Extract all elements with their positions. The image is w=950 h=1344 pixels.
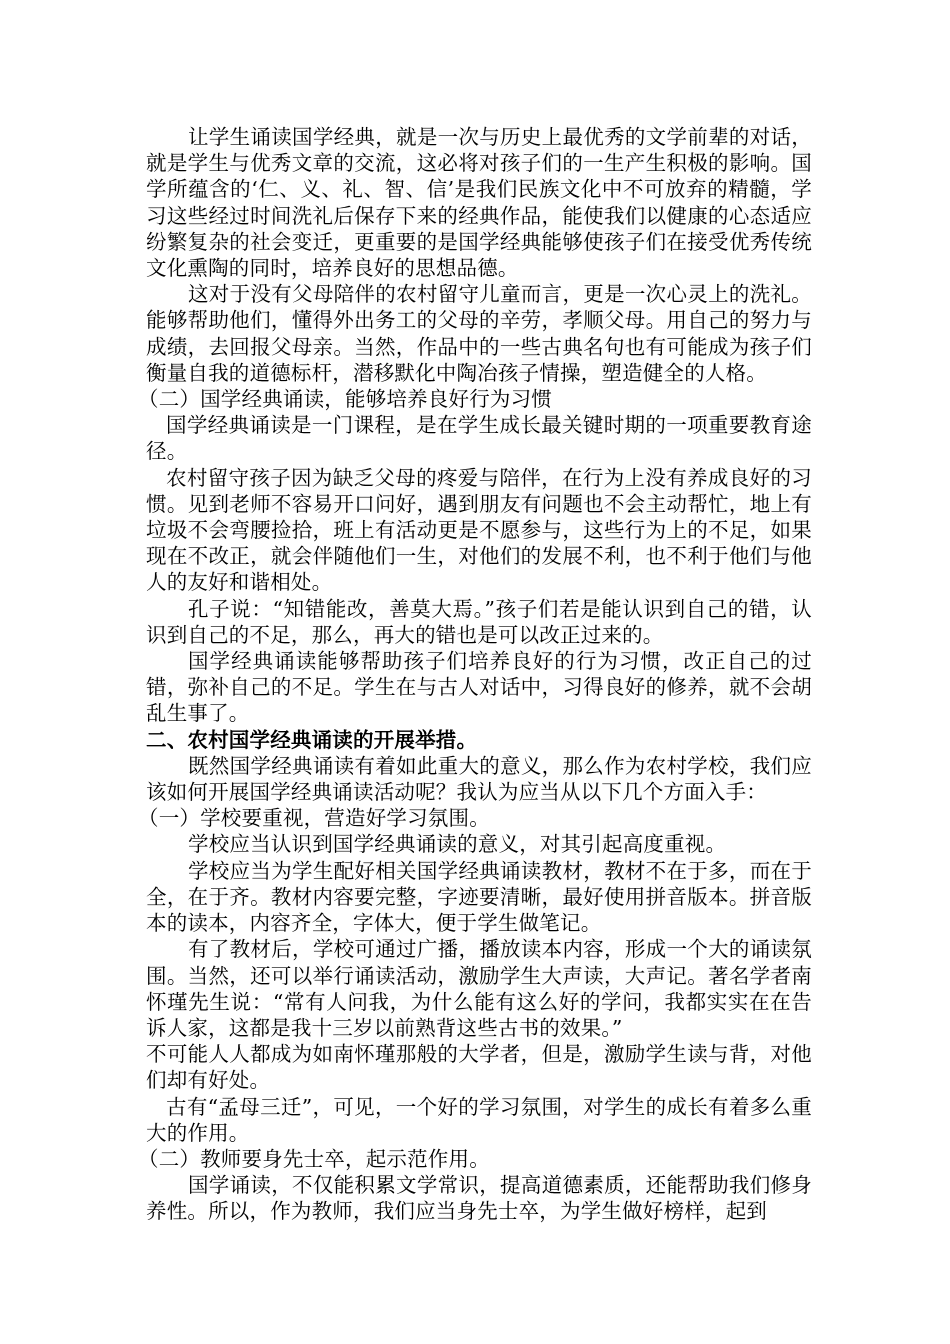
paragraph-mencius-mother: 古有“孟母三迁”，可见，一个好的学习氛围，对学生的成长有着多么重大的作用。 (146, 1094, 812, 1145)
paragraph-correct-mistakes: 国学经典诵读能够帮助孩子们培养良好的行为习惯，改正自己的过错，弥补自己的不足。学生在与古人对话中，习得良好的修养，就不会胡乱生事了。 (146, 649, 812, 726)
document-body (138, 124, 812, 1225)
paragraph-confucius-quote: 孔子说：“知错能改，善莫大焉。”孩子们若是能认识到自己的错，认识到自己的不足，那么，再大的错也是可以改正过来的。 (146, 596, 812, 647)
subheading-school-attention: （一）学校要重视，营造好学习氛围。 (138, 806, 490, 831)
paragraph-course: 国学经典诵读是一门课程，是在学生成长最关键时期的一项重要教育途径。 (146, 413, 812, 464)
heading-measures: 二、农村国学经典诵读的开展举措。 (146, 727, 478, 752)
paragraph-broadcast-activities: 有了教材后，学校可通过广播，播放读本内容，形成一个大的诵读氛围。当然，还可以举行诵读活动，激励学生大声读，大声记。著名学者南怀瑾先生说：“常有人问我，为什么能有这么好的学问，我都实实在在告诉人家，这都是我十三岁以前熟背这些古书的效果。” (146, 937, 812, 1040)
paragraph-bad-habits: 农村留守孩子因为缺乏父母的疼爱与陪伴，在行为上没有养成良好的习惯。见到老师不容易开口问好，遇到朋友有问题也不会主动帮忙，地上有垃圾不会弯腰捡拾，班上有活动更是不愿参与，这些行为上的不足，如果现在不改正，就会伴随他们一生，对他们的发展不利，也不利于他们与他人的友好和谐相处。 (146, 465, 812, 595)
paragraph-how-to-carry-out: 既然国学经典诵读有着如此重大的意义，那么作为农村学校，我们应该如何开展国学经典诵读活动呢？我认为应当从以下几个方面入手： (146, 753, 812, 805)
paragraph-teaching-materials: 学校应当为学生配好相关国学经典诵读教材，教材不在于多，而在于全，在于齐。教材内容要完整，字迹要清晰，最好使用拼音版本。拼音版本的读本，内容齐全，字体大，便于学生做笔记。 (146, 858, 812, 936)
paragraph-teacher-role-model: 国学诵读，不仅能积累文学常识，提高道德素质，还能帮助我们修身养性。所以，作为教师，我们应当身先士卒，为学生做好榜样，起到 (146, 1173, 812, 1224)
subheading-good-habits: （二）国学经典诵读，能够培养良好行为习惯 (138, 387, 552, 412)
paragraph-school-recognize: 学校应当认识到国学经典诵读的意义，对其引起高度重视。 (188, 832, 727, 857)
paragraph-left-behind-children: 这对于没有父母陪伴的农村留守儿童而言，更是一次心灵上的洗礼。能够帮助他们，懂得外出务工的父母的辛劳，孝顺父母。用自己的努力与成绩，去回报父母亲。当然，作品中的一些古典名句也有可能成为孩子们衡量自我的道德标杆，潜移默化中陶冶孩子情操，塑造健全的人格。 (146, 282, 812, 385)
paragraph-classics-dialogue: 让学生诵读国学经典，就是一次与历史上最优秀的文学前辈的对话，就是学生与优秀文章的交流，这必将对孩子们的一生产生积极的影响。国学所蕴含的‘仁、义、礼、智、信’是我们民族文化中不可放弃的精髓，学习这些经过时间洗礼后保存下来的经典作品，能使我们以健康的心态适应纷繁复杂的社会变迁，更重要的是国学经典能够使孩子们在接受优秀传统文化熏陶的同时，培养良好的思想品德。 (146, 125, 812, 281)
subheading-teacher-example: （二）教师要身先士卒，起示范作用。 (138, 1146, 490, 1171)
paragraph-not-everyone-scholar: 不可能人人都成为如南怀瑾那般的大学者，但是，激励学生读与背，对他们却有好处。 (146, 1042, 812, 1093)
